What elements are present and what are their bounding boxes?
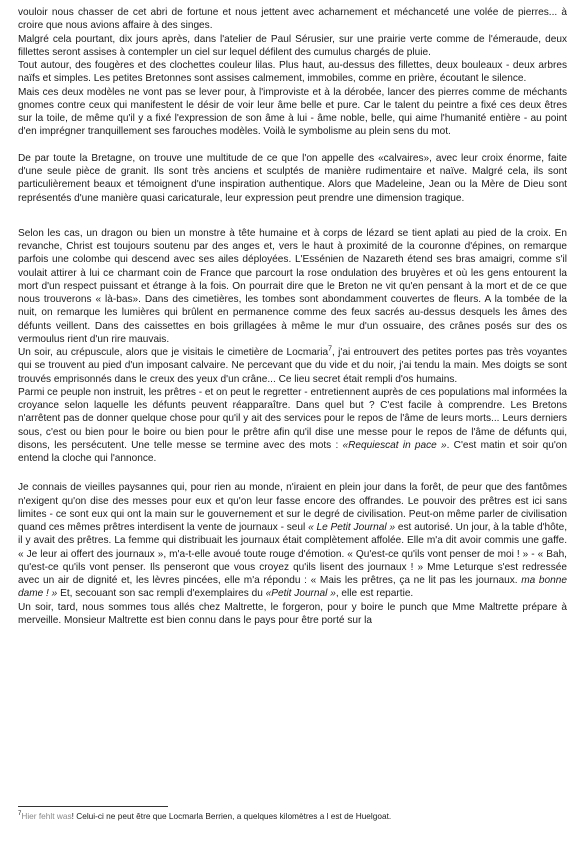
paragraph-4: Mais ces deux modèles ne vont pas se lever pour, à l'improviste et à la dérobée, lancer des pierres comme de méchants gnomes contre ceux qui manifestent le désir de voir leur âme belle et pure. Car le talent du peintre a fixé ces deux êtres sur la toile, de même qu'il y a fixé l'expression de son âme à lui - âme noble, belle, qui aime l'humanité entière - au point d'en imprégner tranquillement ses farouches modèles. Voilà le symbolisme au plein sens du mot. — [18, 86, 567, 138]
footnote — [18, 811, 567, 822]
paragraph-pretres-text-a: Parmi ce peuple non instruit, les prêtres - et on peut le regretter - entretiennent auprès de ces populations mal informées la croyance selon laquelle les défunts peuvent réapparaître. Dans quel but ? C'est facile à comprendre. Les Bretons n'arrêtent pas de donner quelque chose pour qu'il y ait des services pour le repos de l'âme de leurs morts... Leurs derniers sous, c'est ou bien pour le boire ou bien pour le prêtre afin qu'il dise une messe pour le repos de l'âme de défunts qui, disons, les persécutent. Une telle messe se termine avec des mots : — [18, 386, 567, 451]
paragraph-calvaires: De par toute la Bretagne, on trouve une multitude de ce que l'on appelle des «calvaires», avec leur croix énorme, faite d'une seule pièce de granit. Ils sont très anciens et sculptés de manière rudimentaire et naïve. Malgré cela, ils sont particulièrement beaux et témoignent d'une inspiration authentique. Alors que Madeleine, Jean ou la Mère de Dieu sont représentés d'une manière quasi caricaturale, leur expression peut prendre une dimension tragique. — [18, 152, 567, 204]
footnote-ref[interactable]: 7 — [328, 345, 332, 353]
paragraph-locmaria-text-a: Un soir, au crépuscule, alors que je visitais le cimetière de Locmaria — [18, 347, 329, 358]
paragraph-locmaria — [18, 346, 567, 386]
footnote-lead: Hier fehlt was — [21, 811, 72, 821]
paragraph-paysannes-text-c: Et, secouant son sac rempli d'exemplaires du — [57, 588, 266, 600]
paragraph-paysannes — [18, 481, 567, 600]
paragraph-dragon: Selon les cas, un dragon ou bien un monstre à tête humaine et à corps de lézard se tient aplati au pied de la croix. En revanche, Christ est toujours soutenu par des anges et, vers le haut à proximité de la couronne d'épines, on remarque parfois une colombe qui descend avec ses ailes déployées. L'Essénien de Nazareth étend ses bras amaigri, comme s'il voulait attirer à lui ce charmant coin de France que parcourt la rose ondulation des bruyères et où les gens entourent la mort d'un respect puissant et étrange à la fois. On pourrait dire que le Breton ne vit qu'en pensant à la mort et de ce que nous trouverons « là-bas». Dans des cimetières, les tombes sont abondamment couvertes de fleurs. A la tombée de la nuit, on remarque les lumières qui brûlent en permanence comme des feux sacrés au-dessus desquels les âmes des défunts veillent. Dans des caissettes en bois grillagées à même le mur d'un ossuaire, des crânes posés sur des os vermoulus rient d'un rire mauvais. — [18, 227, 567, 345]
paragraph-pretres-text-b: . C'est matin et soir qu'on entend la cloche qui l'annonce. — [18, 439, 567, 464]
footnote-text: ! Celui-ci ne peut être que Locmarla Berrien, a quelques kilomètres a l est de Huelgoat. — [71, 811, 392, 821]
paragraph-paysannes-text-d: , elle est repartie. — [335, 588, 414, 600]
footnote-number: 7 — [18, 811, 22, 818]
paragraph-paysannes-text-a: Je connais de vieilles paysannes qui, pour rien au monde, n'iraient en plein jour dans la forêt, de peur que des fantômes n'exigent qu'on dise des messes pour eux et qu'on leur fasse encore des offrandes. Le pouvoir des prêtres est ici sans limites - ce sont eux qui ont la main sur le gouvernement et sur le degré de civilisation. Peut-on même parler de civilisation quand ces mêmes prêtres interdisent la vente de journaux - seul — [18, 482, 567, 533]
body-text — [18, 6, 567, 627]
bonne-dame-phrase: ma bonne dame ! » — [18, 575, 567, 600]
petit-journal-title: « Le Petit Journal » — [308, 522, 396, 533]
paragraph-pretres — [18, 386, 567, 466]
paragraph-2: Malgré cela pourtant, dix jours après, dans l'atelier de Paul Sérusier, sur une prairie verte comme de l'émeraude, deux fillettes seront assises à contempler un ciel sur lequel défilent des cumulus chargés de pluie. — [18, 33, 567, 58]
paragraph-locmaria-text-b: , j'ai entrouvert des petites portes pas très voyantes qui se trouvent au pied d'un imposant calvaire. Ne percevant que du vide et du noir, j'ai tendu la main. Mes doigts se sont trouvés emprisonnés dans le creux des yeux d'un crâne... Ce lieu secret était rempli d'os humains. — [18, 347, 568, 385]
paragraph-paysannes-text-b: est autorisé. Un jour, à la table d'hôte, il y avait des prêtres. La femme qui distribuait les journaux était complètement affolée. Elle m'a dit avoir commis une gaffe. « Je leur ai offert des journaux », m'a-t-elle avoué toute rouge d'émotion. « Qu'est-ce qu'ils vont penser de moi ! » - « Bah, qu'est-ce qu'ils vont penser. Ils penseront que vous croyez qu'ils lisent des journaux ! » Mme Leturque s'est redressée avec un air de dignité et, les lèvres pincées, elle m'a répondu : « Mais les prêtres, ça ne lit pas les journaux. — [18, 522, 568, 586]
petit-journal-title-2: «Petit Journal » — [265, 588, 336, 600]
paragraph-1: vouloir nous chasser de cet abri de fortune et nous jettent avec acharnement et méchanceté une volée de pierres... à croire que nous avions affaire à des singes. — [18, 7, 567, 32]
requiescat-phrase: «Requiescat in pace » — [342, 439, 447, 451]
paragraph-maltrette: Un soir, tard, nous sommes tous allés chez Maltrette, le forgeron, pour y boire le punch que Mme Maltrette prépare à merveille. Monsieur Maltrette est bien connu dans le pays pour être porté sur la — [18, 601, 567, 626]
footnote-divider — [18, 806, 168, 807]
paragraph-3: Tout autour, des fougères et des clochettes couleur lilas. Plus haut, au-dessus des fillettes, deux bouleaux - deux arbres naïfs et simples. Les petites Bretonnes sont assises calmement, immobiles, comme en prière, écoutant le silence. — [18, 60, 567, 85]
